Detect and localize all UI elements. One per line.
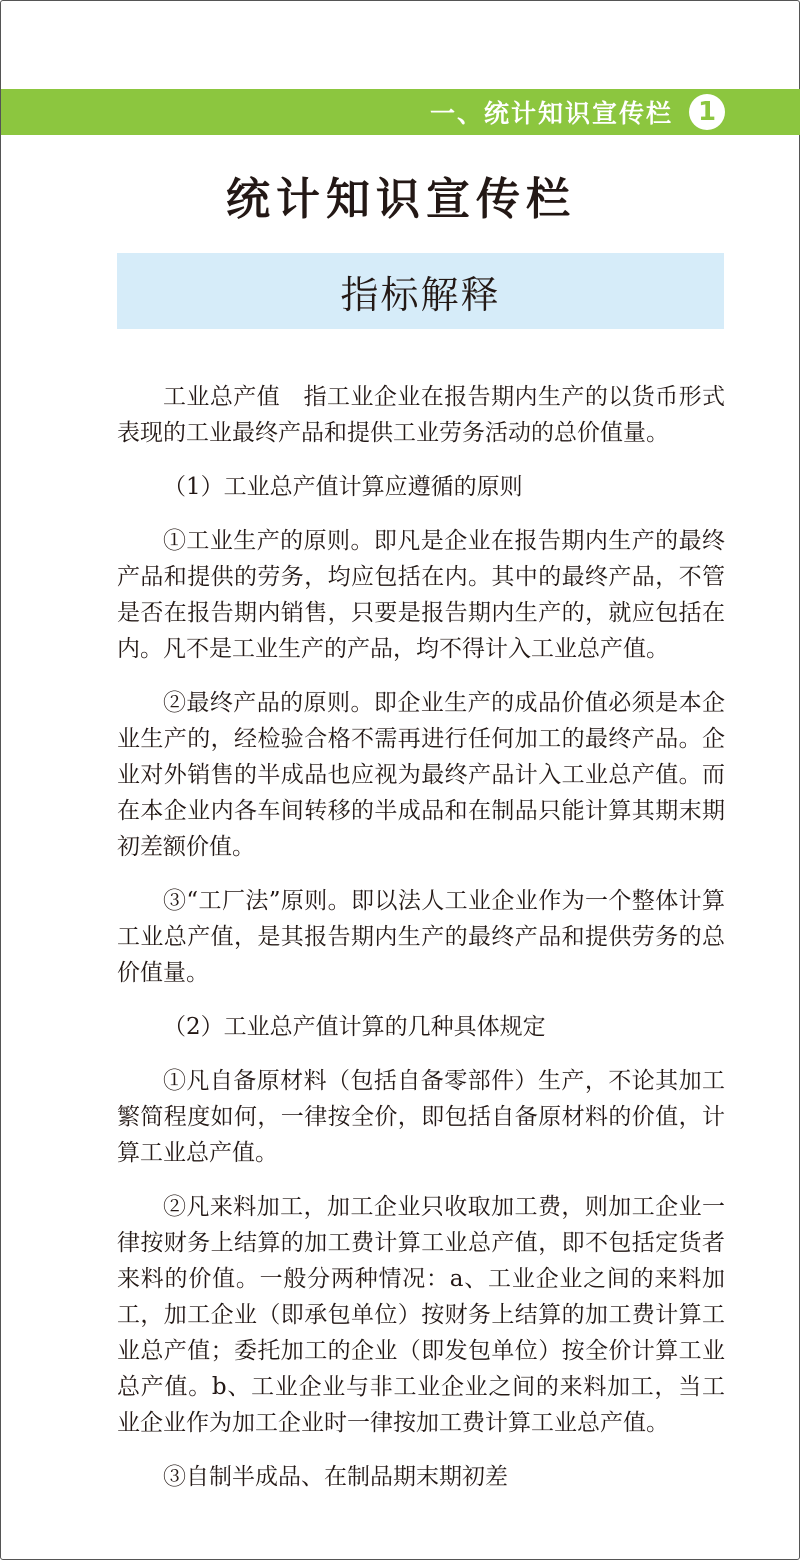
paragraph: ③“工厂法”原则。即以法人工业企业作为一个整体计算工业总产值，是其报告期内生产的最终产品和提供劳务的总价值量。 — [117, 888, 725, 986]
paragraph: ②最终产品的原则。即企业生产的成品价值必须是本企业生产的，经检验合格不需再进行任何加工的最终产品。企业对外销售的半成品也应视为最终产品计入工业总产值。而在本企业内各车间转移的半成品和在制品只能计算其期末期初差额价值。 — [117, 690, 725, 860]
band-title: 一、统计知识宣传栏 — [429, 99, 673, 128]
paragraph: ①工业生产的原则。即凡是企业在报告期内生产的最终产品和提供的劳务，均应包括在内。其中的最终产品，不管是否在报告期内销售，只要是报告期内生产的，就应包括在内。凡不是工业生产的产品，均不得计入工业总产值。 — [117, 528, 725, 662]
section-header-box — [117, 253, 724, 329]
paragraph: （2）工业总产值计算的几种具体规定 — [163, 1014, 546, 1040]
section-title: 指标解释 — [340, 272, 501, 317]
paragraph: 工业总产值 指工业企业在报告期内生产的以货币形式表现的工业最终产品和提供工业劳务活动的总价值量。 — [117, 384, 725, 446]
paragraph: ②凡来料加工，加工企业只收取加工费，则加工企业一律按财务上结算的加工费计算工业总产值，即不包括定货者来料的价值。一般分两种情况：a、工业企业之间的来料加工，加工企业（即承包单位）按财务上结算的加工费计算工业总产值；委托加工的企业（即发包单位）按全价计算工业总产值。b、工业企业与非工业企业之间的来料加工，当工业企业作为加工企业时一律按加工费计算工业总产值。 — [117, 1194, 725, 1436]
article-body — [117, 379, 725, 1513]
paragraph: ①凡自备原材料（包括自备零部件）生产，不论其加工繁简程度如何，一律按全价，即包括自备原材料的价值，计算工业总产值。 — [117, 1068, 725, 1166]
header-band — [1, 89, 800, 135]
section-number-badge: 1 — [689, 94, 725, 130]
page-title: 统计知识宣传栏 — [226, 174, 576, 225]
paragraph: ③自制半成品、在制品期末期初差 — [163, 1464, 508, 1490]
paragraph: （1）工业总产值计算应遵循的原则 — [163, 474, 523, 500]
